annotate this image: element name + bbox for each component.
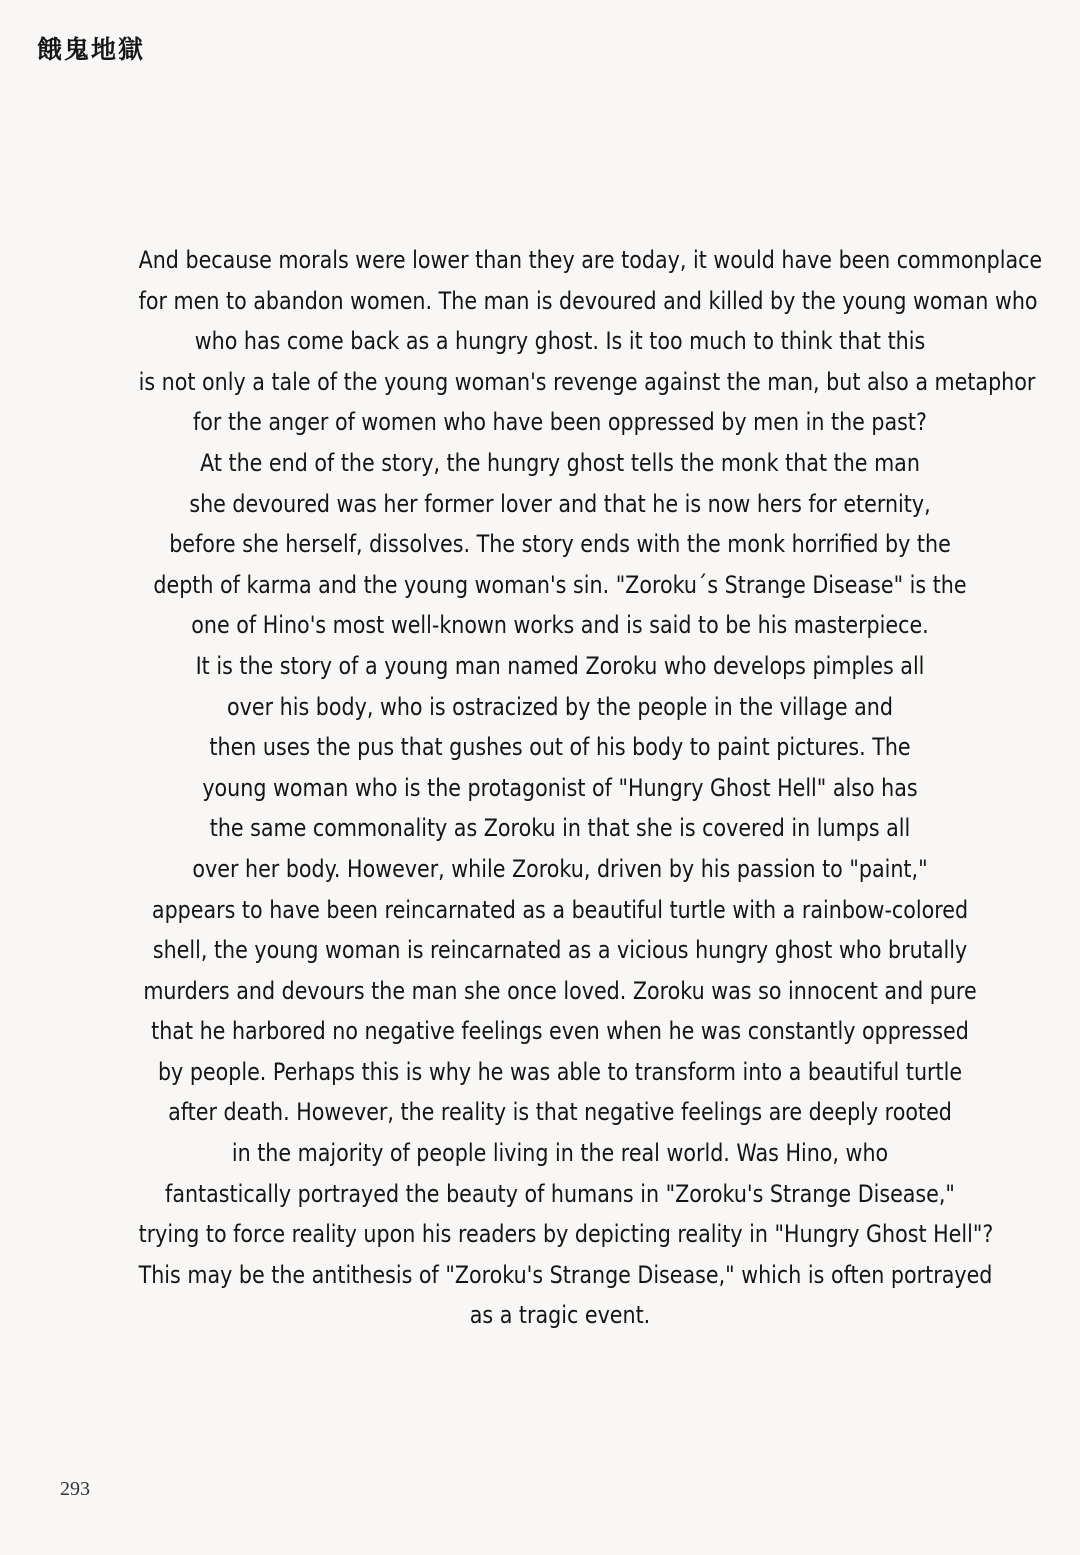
text-line: before she herself, dissolves. The story ends with the monk horrified by the	[169, 530, 951, 559]
text-line: she devoured was her former lover and that he is now hers for eternity,	[189, 489, 931, 518]
text-line: appears to have been reincarnated as a beautiful turtle with a rainbow-colored	[151, 895, 969, 924]
text-line: It is the story of a young man named Zoroku who develops pimples all	[195, 651, 925, 680]
text-line: after death. However, the reality is that negative feelings are deeply rooted	[168, 1098, 952, 1127]
text-line: depth of karma and the young woman's sin. "Zoroku´s Strange Disease" is the	[153, 570, 967, 599]
text-line: in the majority of people living in the real world. Was Hino, who	[231, 1139, 889, 1168]
text-line: who has come back as a hungry ghost. Is it too much to think that this	[194, 327, 926, 356]
body-text	[138, 240, 1043, 1336]
text-line: is not only a tale of the young woman's revenge against the man, but also a metaphor	[138, 367, 1036, 396]
text-line: young woman who is the protagonist of "Hungry Ghost Hell" also has	[202, 773, 918, 802]
text-line: At the end of the story, the hungry ghost tells the monk that the man	[200, 448, 920, 477]
text-line: over her body. However, while Zoroku, driven by his passion to "paint,"	[192, 854, 928, 883]
text-line: over his body, who is ostracized by the people in the village and	[227, 692, 893, 721]
page-number: 293	[60, 1478, 90, 1500]
text-line: that he harbored no negative feelings even when he was constantly oppressed	[151, 1017, 969, 1046]
text-line: as a tragic event.	[469, 1301, 651, 1330]
text-line: for men to abandon women. The man is devoured and killed by the young woman who	[138, 286, 1038, 315]
text-line: then uses the pus that gushes out of his body to paint pictures. The	[209, 733, 911, 762]
text-line: This may be the antithesis of "Zoroku's Strange Disease," which is often portrayed	[138, 1260, 993, 1289]
chapter-title: 餓鬼地獄	[37, 35, 146, 64]
text-line: murders and devours the man she once loved. Zoroku was so innocent and pure	[143, 976, 977, 1005]
text-line: trying to force reality upon his readers by depicting reality in "Hungry Ghost Hell"?	[138, 1220, 994, 1249]
text-line: fantastically portrayed the beauty of humans in "Zoroku's Strange Disease,"	[165, 1179, 955, 1208]
text-line: And because morals were lower than they are today, it would have been commonplace	[138, 246, 1043, 274]
text-line: by people. Perhaps this is why he was able to transform into a beautiful turtle	[157, 1057, 963, 1086]
text-line: the same commonality as Zoroku in that she is covered in lumps all	[209, 814, 911, 843]
text-line: shell, the young woman is reincarnated as a vicious hungry ghost who brutally	[152, 936, 968, 965]
text-line: one of Hino's most well-known works and is said to be his masterpiece.	[191, 611, 929, 640]
text-line: for the anger of women who have been oppressed by men in the past?	[193, 408, 927, 437]
